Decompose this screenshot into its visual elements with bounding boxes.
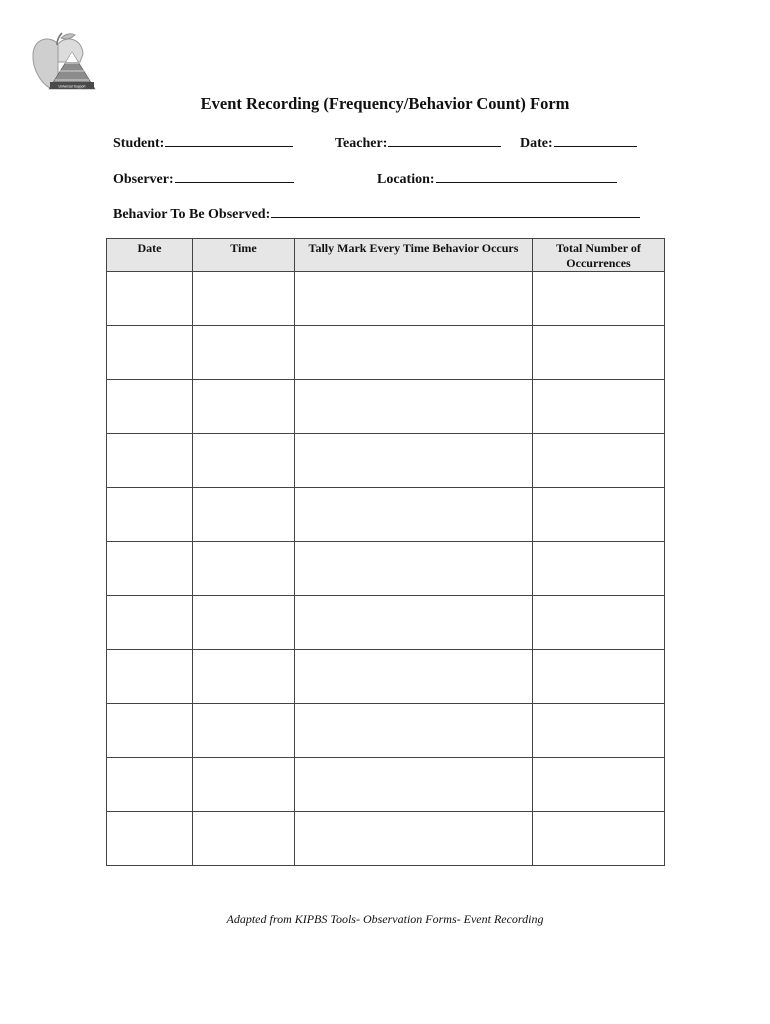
location-field[interactable] (377, 169, 617, 188)
observer-blank[interactable] (175, 169, 294, 183)
observer-field[interactable] (113, 169, 294, 188)
table-row (107, 380, 665, 434)
table-row (107, 434, 665, 488)
student-blank[interactable] (165, 133, 293, 147)
column-header-time: Time (193, 239, 295, 272)
column-header-tally: Tally Mark Every Time Behavior Occurs (295, 239, 533, 272)
tally-cell[interactable] (295, 812, 533, 866)
date-cell[interactable] (107, 650, 193, 704)
total-cell[interactable] (533, 758, 665, 812)
time-cell[interactable] (193, 488, 295, 542)
table-row (107, 326, 665, 380)
date-cell[interactable] (107, 326, 193, 380)
teacher-blank[interactable] (388, 133, 501, 147)
time-cell[interactable] (193, 434, 295, 488)
date-cell[interactable] (107, 380, 193, 434)
tally-cell[interactable] (295, 272, 533, 326)
total-cell[interactable] (533, 272, 665, 326)
table-row (107, 650, 665, 704)
teacher-field[interactable] (335, 133, 501, 152)
date-cell[interactable] (107, 704, 193, 758)
date-blank[interactable] (554, 133, 637, 147)
table-row (107, 488, 665, 542)
behavior-field[interactable] (113, 204, 640, 223)
time-cell[interactable] (193, 812, 295, 866)
total-cell[interactable] (533, 326, 665, 380)
date-cell[interactable] (107, 812, 193, 866)
tally-cell[interactable] (295, 650, 533, 704)
total-cell[interactable] (533, 488, 665, 542)
tally-cell[interactable] (295, 326, 533, 380)
table-row (107, 272, 665, 326)
total-cell[interactable] (533, 434, 665, 488)
total-cell[interactable] (533, 380, 665, 434)
tally-cell[interactable] (295, 758, 533, 812)
teacher-label: Teacher: (335, 136, 388, 151)
tally-cell[interactable] (295, 380, 533, 434)
time-cell[interactable] (193, 326, 295, 380)
time-cell[interactable] (193, 380, 295, 434)
tally-cell[interactable] (295, 434, 533, 488)
location-blank[interactable] (436, 169, 617, 183)
location-label: Location: (377, 172, 435, 187)
time-cell[interactable] (193, 542, 295, 596)
observer-label: Observer: (113, 172, 174, 187)
date-cell[interactable] (107, 272, 193, 326)
tally-cell[interactable] (295, 488, 533, 542)
date-cell[interactable] (107, 596, 193, 650)
date-cell[interactable] (107, 434, 193, 488)
time-cell[interactable] (193, 596, 295, 650)
date-cell[interactable] (107, 758, 193, 812)
apple-pyramid-logo (28, 32, 102, 96)
date-field[interactable] (520, 133, 637, 152)
date-label: Date: (520, 136, 553, 151)
date-cell[interactable] (107, 488, 193, 542)
tally-cell[interactable] (295, 596, 533, 650)
time-cell[interactable] (193, 272, 295, 326)
date-cell[interactable] (107, 542, 193, 596)
total-cell[interactable] (533, 812, 665, 866)
student-label: Student: (113, 136, 165, 151)
column-header-total: Total Number of Occurrences (533, 239, 665, 272)
table-header-row (107, 239, 665, 272)
total-cell[interactable] (533, 704, 665, 758)
student-field[interactable] (113, 133, 293, 152)
behavior-blank[interactable] (271, 204, 640, 218)
time-cell[interactable] (193, 650, 295, 704)
table-row (107, 596, 665, 650)
pyramid-base-label: Universal Support (58, 84, 86, 89)
footer-credit: Adapted from KIPBS Tools- Observation Forms- Event Recording (226, 912, 544, 926)
total-cell[interactable] (533, 650, 665, 704)
total-cell[interactable] (533, 542, 665, 596)
table-row (107, 812, 665, 866)
time-cell[interactable] (193, 704, 295, 758)
tally-cell[interactable] (295, 704, 533, 758)
event-recording-table (106, 238, 665, 866)
behavior-label: Behavior To Be Observed: (113, 207, 271, 222)
table-row (107, 542, 665, 596)
table-row (107, 704, 665, 758)
time-cell[interactable] (193, 758, 295, 812)
total-cell[interactable] (533, 596, 665, 650)
form-title: Event Recording (Frequency/Behavior Count) Form (200, 94, 570, 113)
table-row (107, 758, 665, 812)
column-header-date: Date (107, 239, 193, 272)
tally-cell[interactable] (295, 542, 533, 596)
